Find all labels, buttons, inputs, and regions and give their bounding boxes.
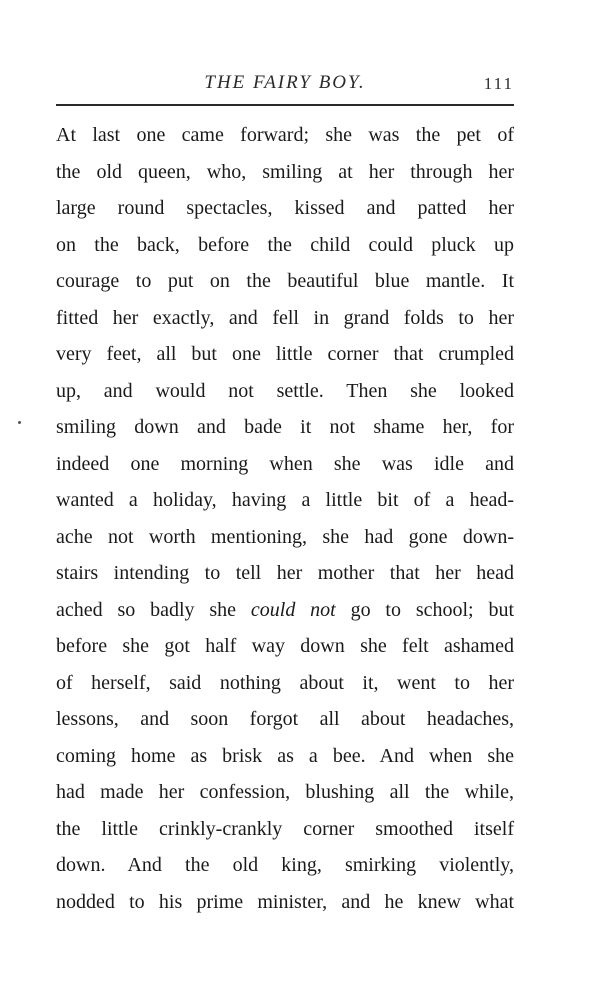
emphasized-text: could not [250, 598, 336, 621]
running-head [56, 72, 514, 102]
text-line: courage to put on the beautiful blue mantle. It [56, 270, 514, 292]
header-rule [56, 104, 514, 106]
text-line: up, and would not settle. Then she looked [56, 379, 514, 402]
text-line: on the back, before the child could pluck up [56, 233, 514, 256]
text-segment: ached so badly she [56, 598, 251, 621]
text-line: nodded to his prime minister, and he knew what [56, 890, 514, 913]
text-line: down. And the old king, smirking violently, [56, 854, 514, 876]
text-line: the little crinkly-crankly corner smoothed itself [56, 817, 514, 840]
text-line: very feet, all but one little corner that crumpled [56, 343, 514, 365]
text-line: smiling down and bade it not shame her, for [56, 416, 514, 438]
text-line: wanted a holiday, having a little bit of a head- [56, 489, 514, 511]
body-text [56, 117, 514, 920]
text-line: indeed one morning when she was idle and [56, 452, 514, 475]
text-line: fitted her exactly, and fell in grand folds to her [56, 306, 514, 329]
text-segment: go to school; but [335, 598, 514, 621]
text-line: large round spectacles, kissed and patted her [56, 197, 514, 219]
running-title: THE FAIRY BOY. [204, 72, 366, 93]
text-line: had made her confession, blushing all the while, [56, 781, 514, 803]
text-line: lessons, and soon forgot all about headaches, [56, 708, 514, 730]
text-line: At last one came forward; she was the pet of [56, 124, 514, 146]
text-line: coming home as brisk as a bee. And when she [56, 744, 514, 767]
page-number: 111 [483, 74, 514, 93]
text-line: of herself, said nothing about it, went to her [56, 671, 514, 694]
text-line: stairs intending to tell her mother that her head [56, 562, 514, 584]
text-line: before she got half way down she felt ashamed [56, 635, 514, 657]
text-line: ache not worth mentioning, she had gone down- [56, 525, 514, 548]
text-line: the old queen, who, smiling at her through her [56, 160, 514, 183]
margin-speck [18, 421, 21, 424]
text-line-with-emphasis [56, 592, 514, 629]
